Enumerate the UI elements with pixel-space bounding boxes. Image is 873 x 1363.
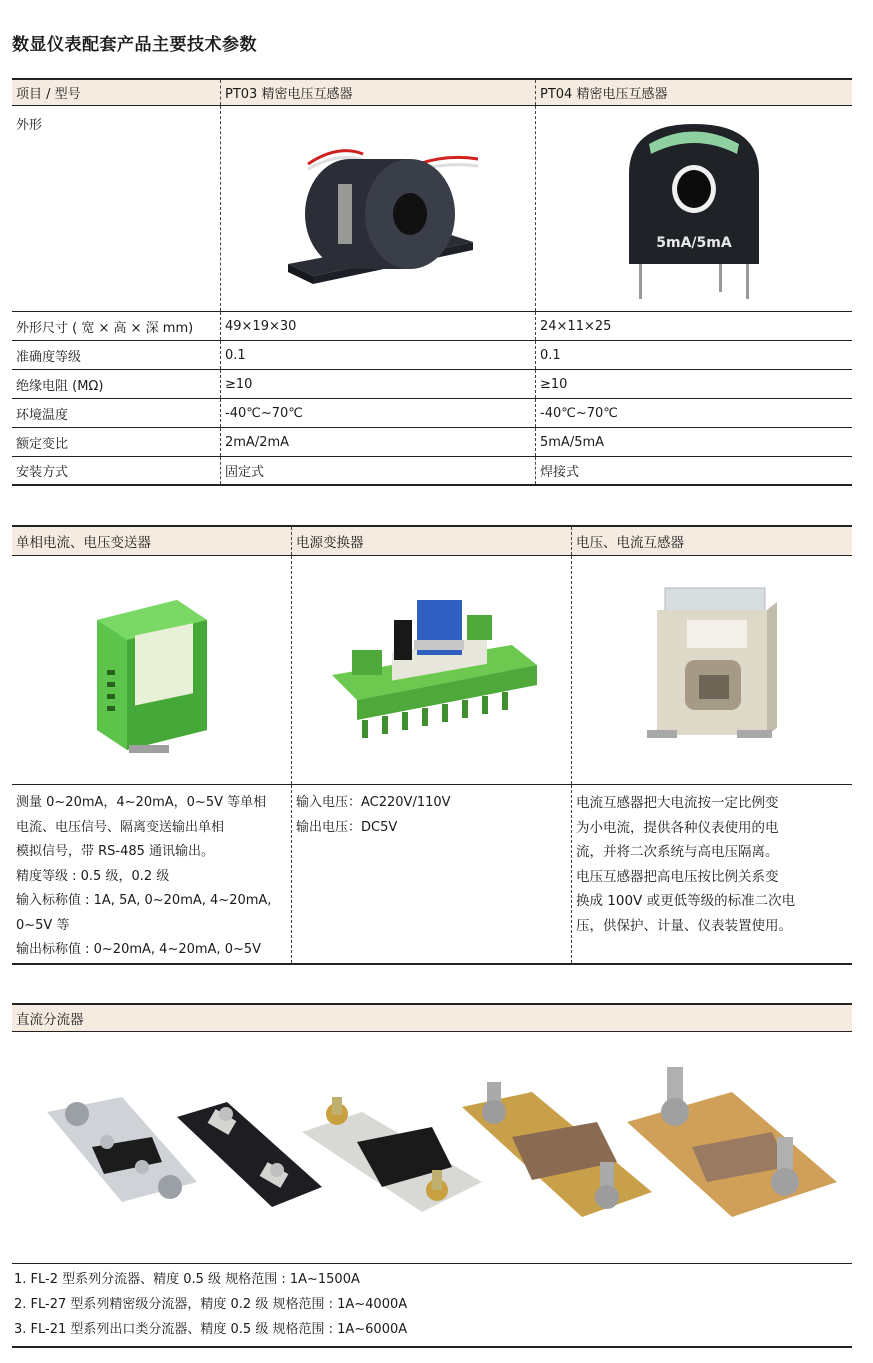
description-line: 模拟信号，带 RS-485 通讯输出。 <box>16 844 215 859</box>
header-pt04: PT04 精密电压互感器 <box>540 87 668 102</box>
appearance-row <box>12 106 852 312</box>
list-item: 1. FL-2 型系列分流器、精度 0.5 级 规格范围 : 1A~1500A <box>14 1272 360 1287</box>
row-label: 绝缘电阻 (MΩ) <box>12 370 221 398</box>
table-header-row <box>12 78 852 106</box>
ct-image-cell <box>572 556 852 784</box>
description-line: 电流、电压信号、隔离变送输出单相 <box>16 819 225 835</box>
table-row <box>12 399 852 428</box>
description-line: 换成 100V 或更低等级的标准二次电 <box>576 893 796 909</box>
table-row <box>12 428 852 457</box>
pt03-image-cell <box>221 106 536 311</box>
pt03-value: -40℃~70℃ <box>221 399 536 427</box>
header-pt03: PT03 精密电压互感器 <box>221 80 536 105</box>
table-row <box>12 457 852 486</box>
table-row <box>12 341 852 370</box>
products-table <box>12 525 852 965</box>
product-description-row <box>12 785 852 963</box>
pt04-value: 24×11×25 <box>540 318 612 334</box>
table-header-row <box>12 527 852 556</box>
pt04-value: 5mA/5mA <box>540 434 605 450</box>
pt04-ratio-label: 5mA/5mA <box>656 234 732 251</box>
shunts-image <box>12 1042 852 1252</box>
appearance-label: 外形 <box>12 106 221 311</box>
current-transformer-image <box>637 580 787 760</box>
description-line: 为小电流，提供各种仪表使用的电 <box>576 819 779 836</box>
pt04-value: ≥10 <box>540 376 568 392</box>
row-label: 准确度等级 <box>12 341 221 369</box>
description-line: 电流互感器把大电流按一定比例变 <box>576 795 779 811</box>
pt03-transformer-image <box>268 124 488 294</box>
pt04-image-cell <box>536 106 852 311</box>
transmitter-description <box>12 785 292 963</box>
product-image-row <box>12 556 852 785</box>
list-item: 2. FL-27 型系列精密级分流器，精度 0.2 级 规格范围 : 1A~4000A <box>14 1297 408 1312</box>
row-label: 外形尺寸 ( 宽 × 高 × 深 mm) <box>12 312 221 340</box>
description-line: 流，并将二次系统与高电压隔离。 <box>576 844 779 860</box>
shunt-section-header: 直流分流器 <box>12 1003 852 1032</box>
page-title: 数显仪表配套产品主要技术参数 <box>12 35 257 55</box>
pt04-value: 焊接式 <box>540 465 580 480</box>
power-converter-image-cell <box>292 556 572 784</box>
transmitter-image <box>67 580 237 760</box>
header-transmitter: 单相电流、电压变送器 <box>12 527 292 555</box>
header-current-transformer: 电压、电流互感器 <box>576 535 684 551</box>
row-label: 额定变比 <box>12 428 221 456</box>
description-line: 输出电压：DC5V <box>296 819 398 835</box>
row-label: 安装方式 <box>12 457 221 484</box>
pt03-value: 固定式 <box>221 457 536 484</box>
power-converter-description <box>292 785 572 963</box>
list-item: 3. FL-21 型系列出口类分流器、精度 0.5 级 规格范围 : 1A~6000A <box>14 1322 408 1337</box>
table-row <box>12 312 852 341</box>
pt03-value: 2mA/2mA <box>221 428 536 456</box>
pt03-value: 49×19×30 <box>221 312 536 340</box>
power-converter-image <box>322 585 542 755</box>
shunt-spec-list <box>12 1263 852 1348</box>
transmitter-image-cell <box>12 556 292 784</box>
pt03-value: ≥10 <box>221 370 536 398</box>
header-power-converter: 电源变换器 <box>292 527 572 555</box>
description-line: 精度等级 : 0.5 级，0.2 级 <box>16 868 170 884</box>
description-line: 输入标称值 : 1A, 5A, 0~20mA, 4~20mA, <box>16 893 272 908</box>
description-line: 压，供保护、计量、仪表装置使用。 <box>576 917 792 934</box>
description-line: 输入电压：AC220V/110V <box>296 795 451 810</box>
description-line: 输出标称值 : 0~20mA, 4~20mA, 0~5V <box>16 942 262 957</box>
pt04-value: -40℃~70℃ <box>540 405 618 421</box>
description-line: 测量 0~20mA，4~20mA，0~5V 等单相 <box>16 795 267 810</box>
pt04-transformer-image <box>609 114 779 304</box>
row-label: 环境温度 <box>12 399 221 427</box>
description-line: 0~5V 等 <box>16 917 70 933</box>
ct-description <box>572 785 852 963</box>
description-line: 电压互感器把高电压按比例关系变 <box>576 868 779 885</box>
table-row <box>12 370 852 399</box>
pt04-value: 0.1 <box>540 347 561 363</box>
header-item-model: 项目 / 型号 <box>12 80 221 105</box>
pt-spec-table <box>12 78 852 486</box>
pt03-value: 0.1 <box>221 341 536 369</box>
shunt-image-area <box>12 1042 852 1252</box>
